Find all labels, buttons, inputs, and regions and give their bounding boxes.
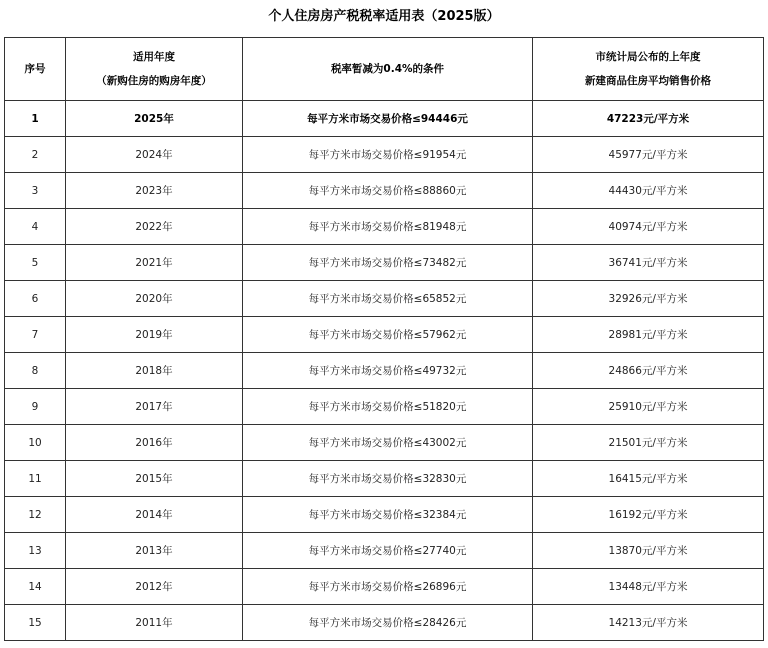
cell-year: 2021年 [66, 245, 243, 281]
cell-seq: 10 [5, 425, 66, 461]
cell-price: 24866元/平方米 [533, 353, 764, 389]
table-row [5, 317, 764, 353]
cell-condition: 每平方米市场交易价格≤94446元 [243, 101, 533, 137]
cell-condition: 每平方米市场交易价格≤26896元 [243, 569, 533, 605]
header-price [533, 38, 764, 101]
cell-price: 14213元/平方米 [533, 605, 764, 641]
cell-seq: 12 [5, 497, 66, 533]
table-row [5, 245, 764, 281]
cell-year: 2018年 [66, 353, 243, 389]
table-body [5, 101, 764, 641]
table-row [5, 389, 764, 425]
cell-year: 2020年 [66, 281, 243, 317]
cell-seq: 14 [5, 569, 66, 605]
cell-condition: 每平方米市场交易价格≤32830元 [243, 461, 533, 497]
cell-price: 13448元/平方米 [533, 569, 764, 605]
cell-seq: 8 [5, 353, 66, 389]
cell-year: 2017年 [66, 389, 243, 425]
cell-condition: 每平方米市场交易价格≤81948元 [243, 209, 533, 245]
table-row [5, 569, 764, 605]
cell-condition: 每平方米市场交易价格≤49732元 [243, 353, 533, 389]
header-year-line2: （新购住房的购房年度） [96, 75, 212, 87]
cell-seq: 1 [5, 101, 66, 137]
cell-condition: 每平方米市场交易价格≤65852元 [243, 281, 533, 317]
cell-year: 2024年 [66, 137, 243, 173]
table-row [5, 209, 764, 245]
cell-seq: 13 [5, 533, 66, 569]
cell-year: 2011年 [66, 605, 243, 641]
cell-year: 2014年 [66, 497, 243, 533]
cell-condition: 每平方米市场交易价格≤27740元 [243, 533, 533, 569]
cell-year: 2022年 [66, 209, 243, 245]
cell-seq: 7 [5, 317, 66, 353]
cell-seq: 9 [5, 389, 66, 425]
cell-seq: 11 [5, 461, 66, 497]
cell-condition: 每平方米市场交易价格≤91954元 [243, 137, 533, 173]
cell-price: 47223元/平方米 [533, 101, 764, 137]
cell-seq: 2 [5, 137, 66, 173]
cell-seq: 6 [5, 281, 66, 317]
cell-price: 13870元/平方米 [533, 533, 764, 569]
cell-year: 2013年 [66, 533, 243, 569]
cell-condition: 每平方米市场交易价格≤32384元 [243, 497, 533, 533]
header-year [66, 38, 243, 101]
cell-year: 2023年 [66, 173, 243, 209]
table-row [5, 497, 764, 533]
cell-condition: 每平方米市场交易价格≤43002元 [243, 425, 533, 461]
cell-seq: 15 [5, 605, 66, 641]
cell-price: 16192元/平方米 [533, 497, 764, 533]
table-row [5, 281, 764, 317]
cell-price: 21501元/平方米 [533, 425, 764, 461]
header-seq-label: 序号 [24, 63, 46, 75]
cell-year: 2015年 [66, 461, 243, 497]
cell-seq: 5 [5, 245, 66, 281]
cell-condition: 每平方米市场交易价格≤57962元 [243, 317, 533, 353]
table-row [5, 101, 764, 137]
cell-condition: 每平方米市场交易价格≤88860元 [243, 173, 533, 209]
cell-price: 44430元/平方米 [533, 173, 764, 209]
header-seq [5, 38, 66, 101]
cell-year: 2019年 [66, 317, 243, 353]
cell-seq: 3 [5, 173, 66, 209]
header-condition [243, 38, 533, 101]
table-row [5, 605, 764, 641]
cell-year: 2025年 [66, 101, 243, 137]
cell-condition: 每平方米市场交易价格≤28426元 [243, 605, 533, 641]
header-price-line2: 新建商品住房平均销售价格 [585, 75, 711, 87]
table-row [5, 533, 764, 569]
cell-price: 45977元/平方米 [533, 137, 764, 173]
cell-year: 2016年 [66, 425, 243, 461]
cell-seq: 4 [5, 209, 66, 245]
cell-price: 16415元/平方米 [533, 461, 764, 497]
header-condition-label: 税率暂减为0.4%的条件 [330, 63, 445, 75]
cell-price: 40974元/平方米 [533, 209, 764, 245]
header-year-line1: 适用年度 [133, 51, 175, 63]
table-header-row [5, 38, 764, 101]
table-row [5, 461, 764, 497]
cell-condition: 每平方米市场交易价格≤73482元 [243, 245, 533, 281]
cell-price: 32926元/平方米 [533, 281, 764, 317]
table-row [5, 173, 764, 209]
cell-year: 2012年 [66, 569, 243, 605]
table-row [5, 425, 764, 461]
header-price-line1: 市统计局公布的上年度 [595, 51, 701, 63]
page-title: 个人住房房产税税率适用表（2025版） [268, 9, 500, 24]
table-row [5, 353, 764, 389]
cell-condition: 每平方米市场交易价格≤51820元 [243, 389, 533, 425]
cell-price: 25910元/平方米 [533, 389, 764, 425]
cell-price: 36741元/平方米 [533, 245, 764, 281]
table-row [5, 137, 764, 173]
cell-price: 28981元/平方米 [533, 317, 764, 353]
tax-rate-table [4, 37, 764, 641]
